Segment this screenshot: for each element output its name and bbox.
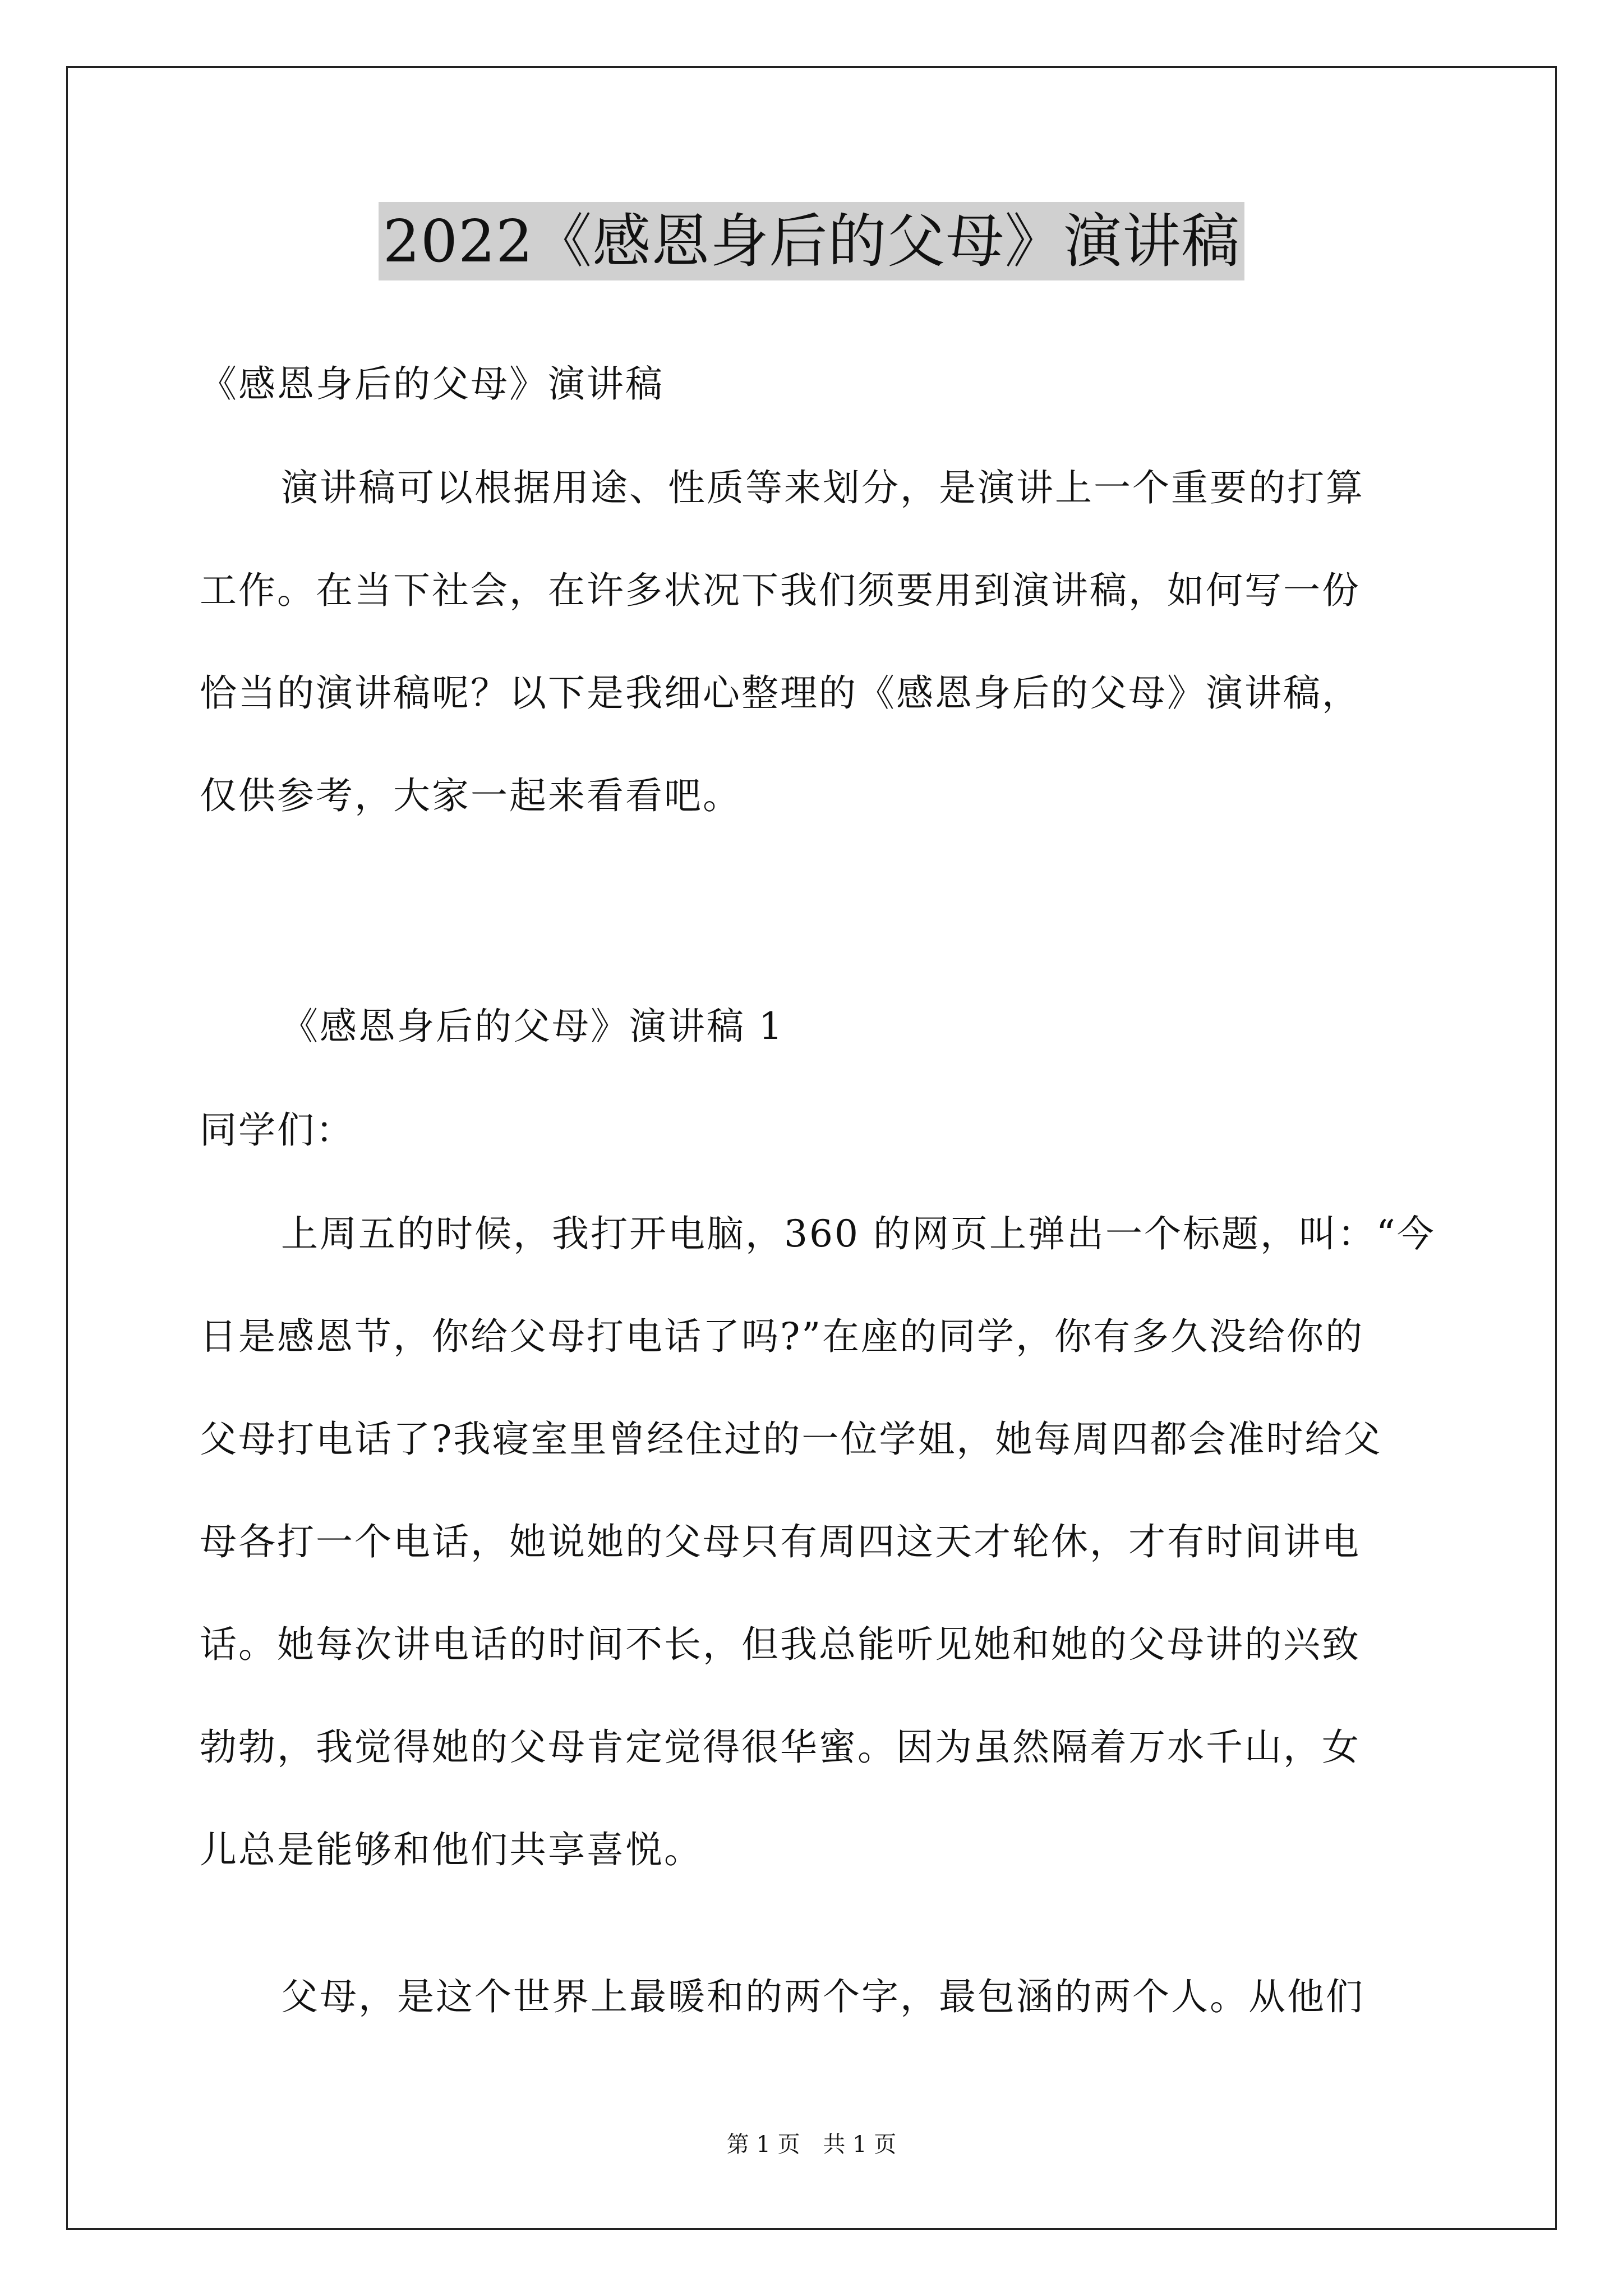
- paragraph-line: 上周五的时候，我打开电脑，360 的网页上弹出一个标题，叫：“今: [281, 1212, 1436, 1255]
- intro-line: 工作。在当下社会，在许多状况下我们须要用到演讲稿，如何写一份: [200, 569, 1361, 612]
- paragraph-line: 父母打电话了?我寝室里曾经住过的一位学姐，她每周四都会准时给父: [200, 1418, 1382, 1461]
- page-footer: [0, 2129, 1623, 2160]
- document-subtitle: 《感恩身后的父母》演讲稿: [200, 362, 664, 406]
- paragraph-line: 日是感恩节，你给父母打电话了吗?”在座的同学，你有多久没给你的: [200, 1315, 1364, 1358]
- paragraph-1: [200, 1212, 1436, 1930]
- intro-paragraph: [200, 466, 1433, 876]
- paragraph-line: 母各打一个电话，她说她的父母只有周四这天才轮休，才有时间讲电: [200, 1520, 1361, 1563]
- intro-line: 仅供参考，大家一起来看看吧。: [200, 774, 741, 817]
- paragraph-line: 勃勃，我觉得她的父母肯定觉得很华蜜。因为虽然隔着万水千山，女: [200, 1726, 1361, 1769]
- page-number: 第 1 页: [726, 2132, 800, 2157]
- paragraph-line: 儿总是能够和他们共享喜悦。: [200, 1828, 703, 1871]
- paragraph-2: [200, 1975, 1433, 2077]
- intro-line: 恰当的演讲稿呢？以下是我细心整理的《感恩身后的父母》演讲稿，: [200, 671, 1361, 715]
- page-total: 共 1 页: [823, 2132, 897, 2157]
- title-container: [0, 202, 1623, 280]
- paragraph-line: 父母，是这个世界上最暖和的两个字，最包涵的两个人。从他们: [281, 1975, 1364, 2018]
- document-title: 2022《感恩身后的父母》演讲稿: [379, 202, 1245, 280]
- section-heading: 《感恩身后的父母》演讲稿 1: [281, 1005, 784, 1048]
- greeting: 同学们：: [200, 1108, 354, 1152]
- paragraph-line: 话。她每次讲电话的时间不长，但我总能听见她和她的父母讲的兴致: [200, 1623, 1361, 1666]
- intro-line: 演讲稿可以根据用途、性质等来划分，是演讲上一个重要的打算: [281, 466, 1364, 509]
